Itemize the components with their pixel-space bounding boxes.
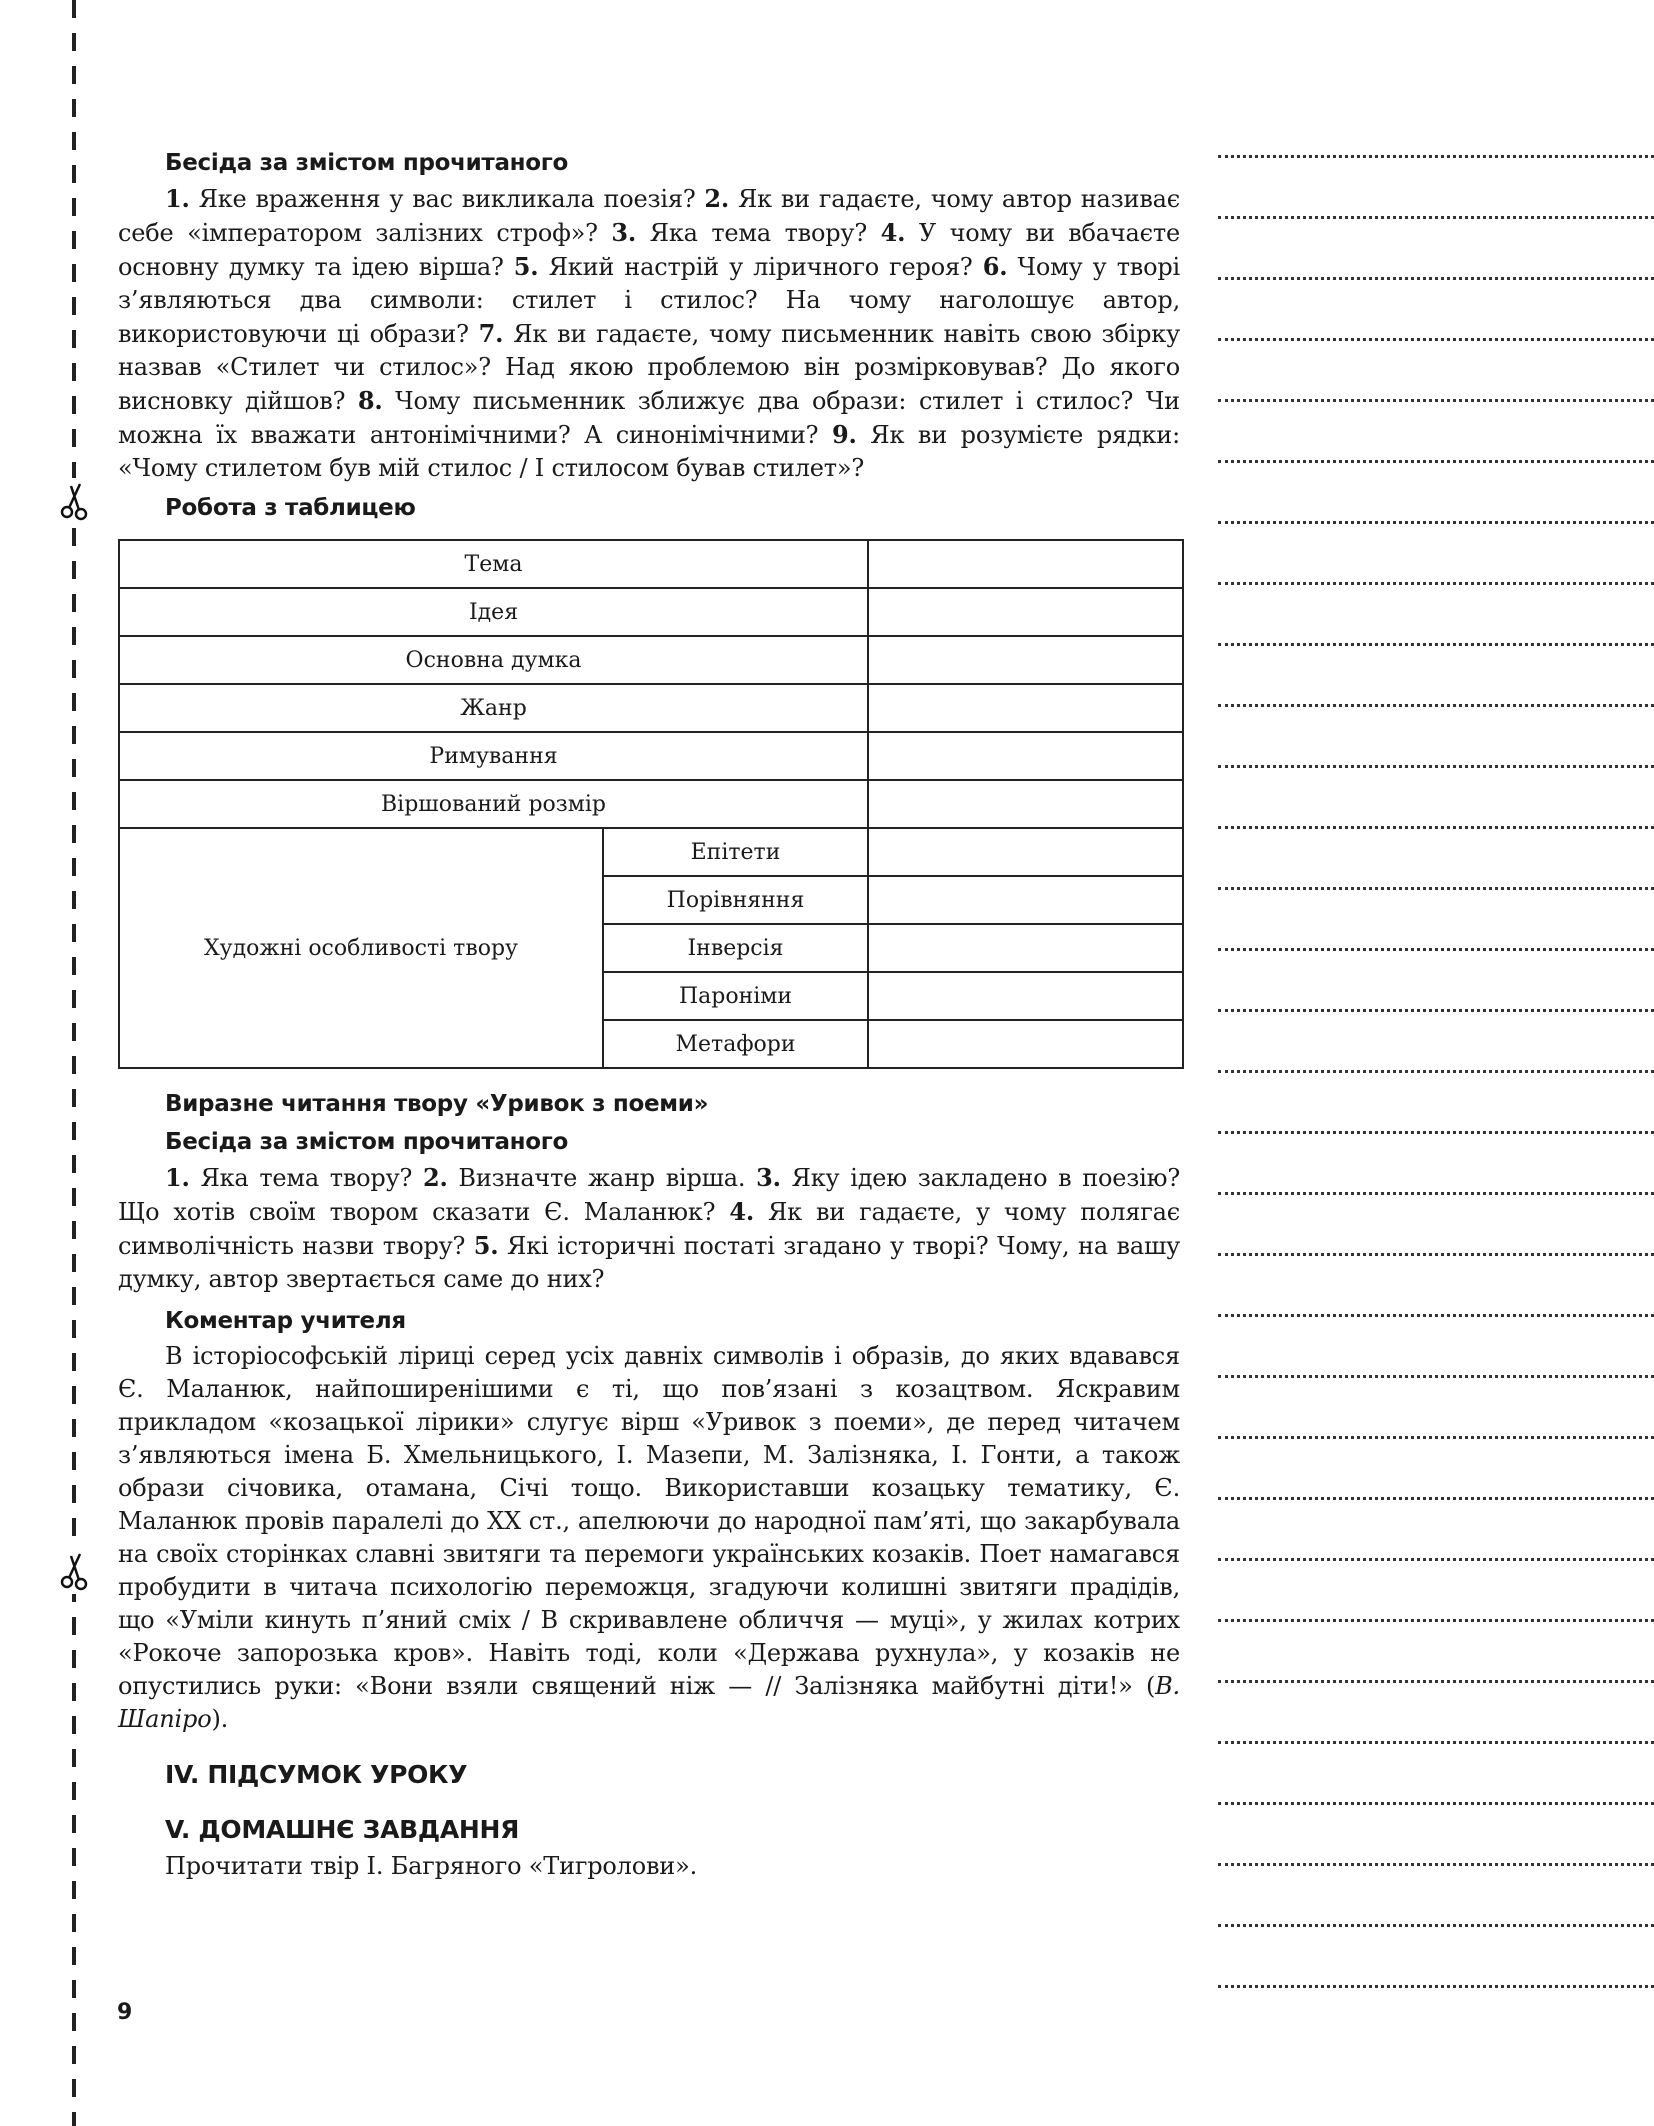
note-line (1218, 460, 1654, 463)
note-line (1218, 1558, 1654, 1561)
answer-cell[interactable] (868, 1020, 1183, 1068)
question-list: 1. Яке враження у вас викликала поезія? 2. Як ви гадаєте, чому автор називає себе «імператором залізних строф»? 3. Яка тема твору? 4. У чому ви вбачаєте основну думку та ідею вірша? 5. Який настрій у ліричного героя? 6. Чому у творі з’являються два символи: стилет і стилос? На чому наголошує автор, використовуючи ці образи? 7. Як ви гадаєте, чому письменник навіть свою збірку назвав «Стилет чи стилос»? Над якою проблемою він розмірковував? До якого висновку дійшов? 8. Чому письменник зближує два образи: стилет і стилос? Чи можна їх вважати антонімічними? А синонімічними? 9. Як ви розумієте рядки: «Чому стилетом був мій стилос / І стилосом бував стилет»? (118, 184, 1180, 482)
cut-line (72, 0, 76, 2126)
page-content (118, 150, 1180, 1883)
commentary-text: В історіософській ліриці серед усіх давніх символів і образів, до яких вдавався Є. Маланюк, найпоширенішими є ті, що пов’язані з козацтвом. Яскравим прикладом «козацької лірики» слугує вірш «Уривок з поеми», де перед читачем з’являються імена Б. Хмельницького, І. Мазепи, М. Залізняка, І. Гонти, а також образи січовика, отамана, Січі тощо. Використавши козацьку тематику, Є. Маланюк провів паралелі до XX ст., апелюючи до народної пам’яті, що закарбувала на своїх сторінках славні звитяги та перемоги українських козаків. Поет намагався пробудити в читача психологію переможця, згадуючи колишні звитяги прадідів, що «Уміли кинуть п’яний сміх / В скривавлене обличчя — муці», у жилах котрих «Рокоче запорозька кров». Навіть тоді, коли «Держава рухнула», у козаків не опустились руки: «Вони взяли священий ніж — // Залізняка майбутні діти!» (В. Шапіро). (118, 1342, 1180, 1733)
note-line (1218, 704, 1654, 707)
note-line (1218, 1863, 1654, 1866)
analysis-table (118, 539, 1184, 1069)
note-line (1218, 643, 1654, 646)
note-line (1218, 1619, 1654, 1622)
table-row (119, 684, 1183, 732)
sub-row-label: Метафори (603, 1020, 868, 1068)
group-label: Художні особливості твору (119, 828, 603, 1068)
note-line (1218, 399, 1654, 402)
scissors-icon (58, 478, 92, 524)
table-heading: Робота з таблицею (165, 495, 416, 521)
scissors-icon (58, 1548, 92, 1594)
row-label: Основна думка (119, 636, 868, 684)
sub-row-label: Епітети (603, 828, 868, 876)
answer-cell[interactable] (868, 588, 1183, 636)
commentary-heading: Коментар учителя (165, 1308, 406, 1334)
note-line (1218, 155, 1654, 158)
author-name: В. Шапіро (118, 1672, 1180, 1733)
section-heading: Бесіда за змістом прочитаного (165, 1129, 568, 1155)
table-row (119, 780, 1183, 828)
note-line (1218, 1253, 1654, 1256)
note-line (1218, 765, 1654, 768)
note-line (1218, 582, 1654, 585)
note-line (1218, 521, 1654, 524)
row-label: Віршований розмір (119, 780, 868, 828)
sub-row-label: Інверсія (603, 924, 868, 972)
note-line (1218, 1314, 1654, 1317)
section-heading: Бесіда за змістом прочитаного (165, 150, 568, 176)
note-line (1218, 1802, 1654, 1805)
note-line (1218, 1680, 1654, 1683)
answer-cell[interactable] (868, 684, 1183, 732)
row-label: Римування (119, 732, 868, 780)
note-line (1218, 1009, 1654, 1012)
answer-cell[interactable] (868, 972, 1183, 1020)
note-line (1218, 948, 1654, 951)
table-row (119, 828, 1183, 876)
note-line (1218, 277, 1654, 280)
note-line (1218, 1985, 1654, 1988)
table-row (119, 540, 1183, 588)
row-label: Жанр (119, 684, 868, 732)
answer-cell[interactable] (868, 876, 1183, 924)
note-line (1218, 826, 1654, 829)
homework-heading: V. ДОМАШНЄ ЗАВДАННЯ (165, 1815, 520, 1844)
note-line (1218, 1375, 1654, 1378)
answer-cell[interactable] (868, 636, 1183, 684)
table-row (119, 636, 1183, 684)
table-row (119, 588, 1183, 636)
sub-row-label: Порівняння (603, 876, 868, 924)
note-line (1218, 1436, 1654, 1439)
note-line (1218, 1924, 1654, 1927)
note-line (1218, 1070, 1654, 1073)
note-line (1218, 1131, 1654, 1134)
summary-heading: IV. ПІДСУМОК УРОКУ (165, 1760, 468, 1789)
answer-cell[interactable] (868, 828, 1183, 876)
sub-row-label: Пароніми (603, 972, 868, 1020)
row-label: Ідея (119, 588, 868, 636)
row-label: Тема (119, 540, 868, 588)
note-line (1218, 216, 1654, 219)
reading-heading: Виразне читання твору «Уривок з поеми» (165, 1091, 709, 1117)
note-line (1218, 1497, 1654, 1500)
table-row (119, 732, 1183, 780)
page-number: 9 (117, 2000, 133, 2025)
note-line (1218, 887, 1654, 890)
notes-margin (1218, 0, 1654, 2126)
answer-cell[interactable] (868, 924, 1183, 972)
note-line (1218, 1192, 1654, 1195)
note-line (1218, 338, 1654, 341)
answer-cell[interactable] (868, 780, 1183, 828)
note-line (1218, 1741, 1654, 1744)
homework-text: Прочитати твір І. Багряного «Тигролови». (165, 1852, 698, 1880)
answer-cell[interactable] (868, 732, 1183, 780)
answer-cell[interactable] (868, 540, 1183, 588)
question-list: 1. Яка тема твору? 2. Визначте жанр вірша. 3. Яку ідею закладено в поезію? Що хотів своїм твором сказати Є. Маланюк? 4. Як ви гадаєте, у чому полягає символічність назви твору? 5. Які історичні постаті згадано у творі? Чому, на вашу думку, автор звертається саме до них? (118, 1163, 1181, 1293)
